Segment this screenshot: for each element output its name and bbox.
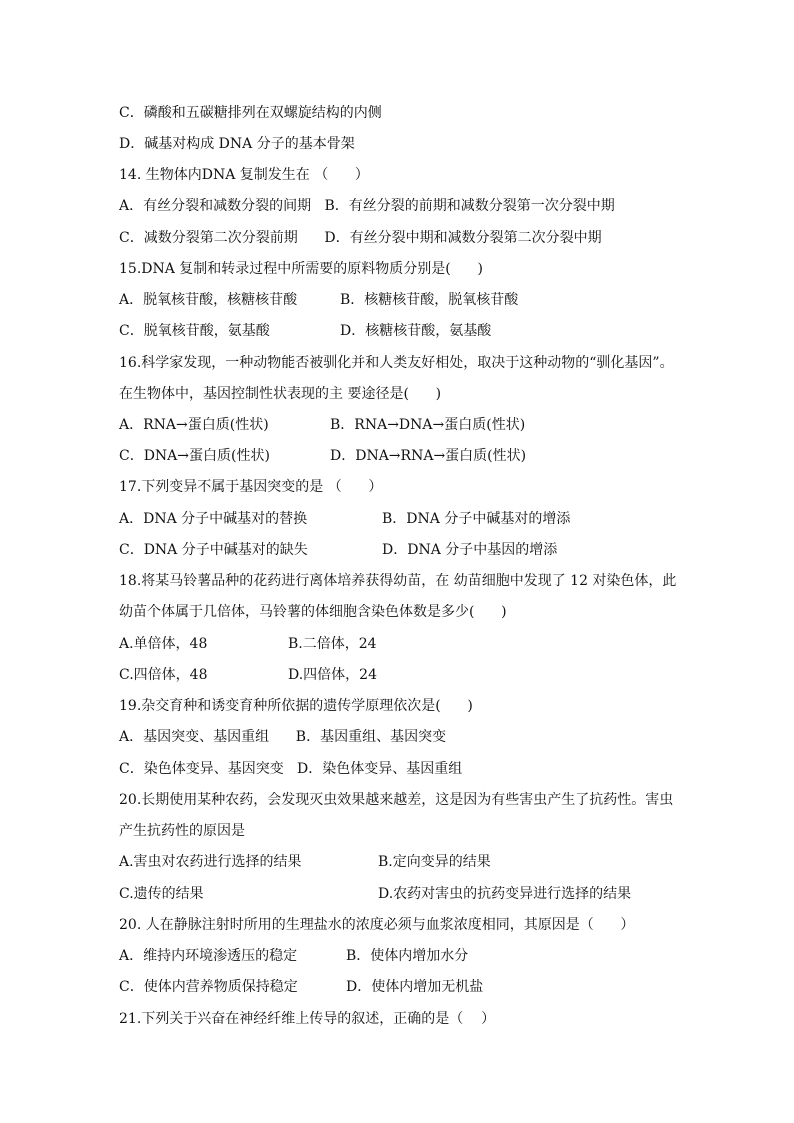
q20b-option-a: A．维持内环境渗透压的稳定	[119, 948, 298, 964]
q14-options-ab: A．有丝分裂和减数分裂的间期 B．有丝分裂的前期和减数分裂第一次分裂中期	[119, 198, 615, 214]
q20-option-d: D.农药对害虫的抗药变异进行选择的结果	[378, 886, 632, 902]
q13-option-d: D．碱基对构成 DNA 分子的基本骨架	[119, 136, 355, 152]
q15-option-d: D．核糖核苷酸，氨基酸	[340, 323, 492, 339]
q14-options-cd: C．减数分裂第二次分裂前期 D．有丝分裂中期和减数分裂第二次分裂中期	[119, 230, 602, 246]
q14-stem: 14. 生物体内DNA 复制发生在 （ ）	[119, 167, 369, 183]
q18-stem-line2: 幼苗个体属于几倍体，马铃薯的体细胞含染色体数是多少( )	[119, 604, 507, 620]
q17-option-d: D．DNA 分子中基因的增添	[382, 542, 558, 558]
q20b-option-b: B．使体内增加水分	[346, 948, 469, 964]
q20-option-a: A.害虫对农药进行选择的结果	[119, 854, 302, 870]
q20-stem-line2: 产生抗药性的原因是	[119, 823, 245, 839]
q15-option-c: C．脱氧核苷酸，氨基酸	[119, 323, 270, 339]
q18-option-b: B.二倍体，24	[288, 636, 377, 652]
q17-option-b: B．DNA 分子中碱基对的增添	[382, 511, 571, 527]
q21-stem: 21.下列关于兴奋在神经纤维上传导的叙述，正确的是（ ）	[119, 1011, 496, 1027]
q17-option-c: C．DNA 分子中碱基对的缺失	[119, 542, 308, 558]
q18-option-a: A.单倍体，48	[119, 636, 208, 652]
q17-stem: 17.下列变异不属于基因突变的是 （ ）	[119, 479, 383, 495]
q20-option-c: C.遗传的结果	[119, 886, 204, 902]
q20b-stem: 20. 人在静脉注射时所用的生理盐水的浓度必须与血浆浓度相同，其原因是（ ）	[119, 917, 635, 933]
q15-option-a: A．脱氧核苷酸，核糖核苷酸	[119, 292, 298, 308]
q19-options-cd: C．染色体变异、基因突变 D．染色体变异、基因重组	[119, 761, 463, 777]
q18-option-c: C.四倍体，48	[119, 667, 208, 683]
q20-stem-line1: 20.长期使用某种农药，会发现灭虫效果越来越差，这是因为有些害虫产生了抗药性。害虫	[119, 792, 674, 808]
q16-option-b: B．RNA→DNA→蛋白质(性状)	[330, 417, 526, 433]
q15-stem: 15.DNA 复制和转录过程中所需要的原料物质分别是( )	[119, 261, 483, 277]
q18-stem-line1: 18.将某马铃薯品种的花药进行离体培养获得幼苗，在 幼苗细胞中发现了 12 对染色体，此	[119, 573, 677, 589]
q17-option-a: A．DNA 分子中碱基对的替换	[119, 511, 308, 527]
q18-option-d: D.四倍体，24	[288, 667, 377, 683]
q16-option-c: C．DNA→蛋白质(性状)	[119, 448, 270, 464]
q20b-option-c: C．使体内营养物质保持稳定	[119, 979, 298, 995]
q16-stem-line1: 16.科学家发现，一种动物能否被驯化并和人类友好相处，取决于这种动物的“驯化基因”。	[119, 355, 674, 371]
q13-option-c: C．磷酸和五碳糖排列在双螺旋结构的内侧	[119, 105, 382, 121]
q15-option-b: B．核糖核苷酸，脱氧核苷酸	[340, 292, 519, 308]
q16-option-a: A．RNA→蛋白质(性状)	[119, 417, 269, 433]
q16-option-d: D．DNA→RNA→蛋白质(性状)	[330, 448, 527, 464]
q20b-option-d: D．使体内增加无机盐	[346, 979, 484, 995]
q20-option-b: B.定向变异的结果	[378, 854, 491, 870]
q19-stem: 19.杂交育种和诱变育种所依据的遗传学原理依次是( )	[119, 698, 473, 714]
q19-options-ab: A．基因突变、基因重组 B．基因重组、基因突变	[119, 729, 447, 745]
q16-stem-line2: 在生物体中，基因控制性状表现的主 要途径是( )	[119, 386, 442, 402]
